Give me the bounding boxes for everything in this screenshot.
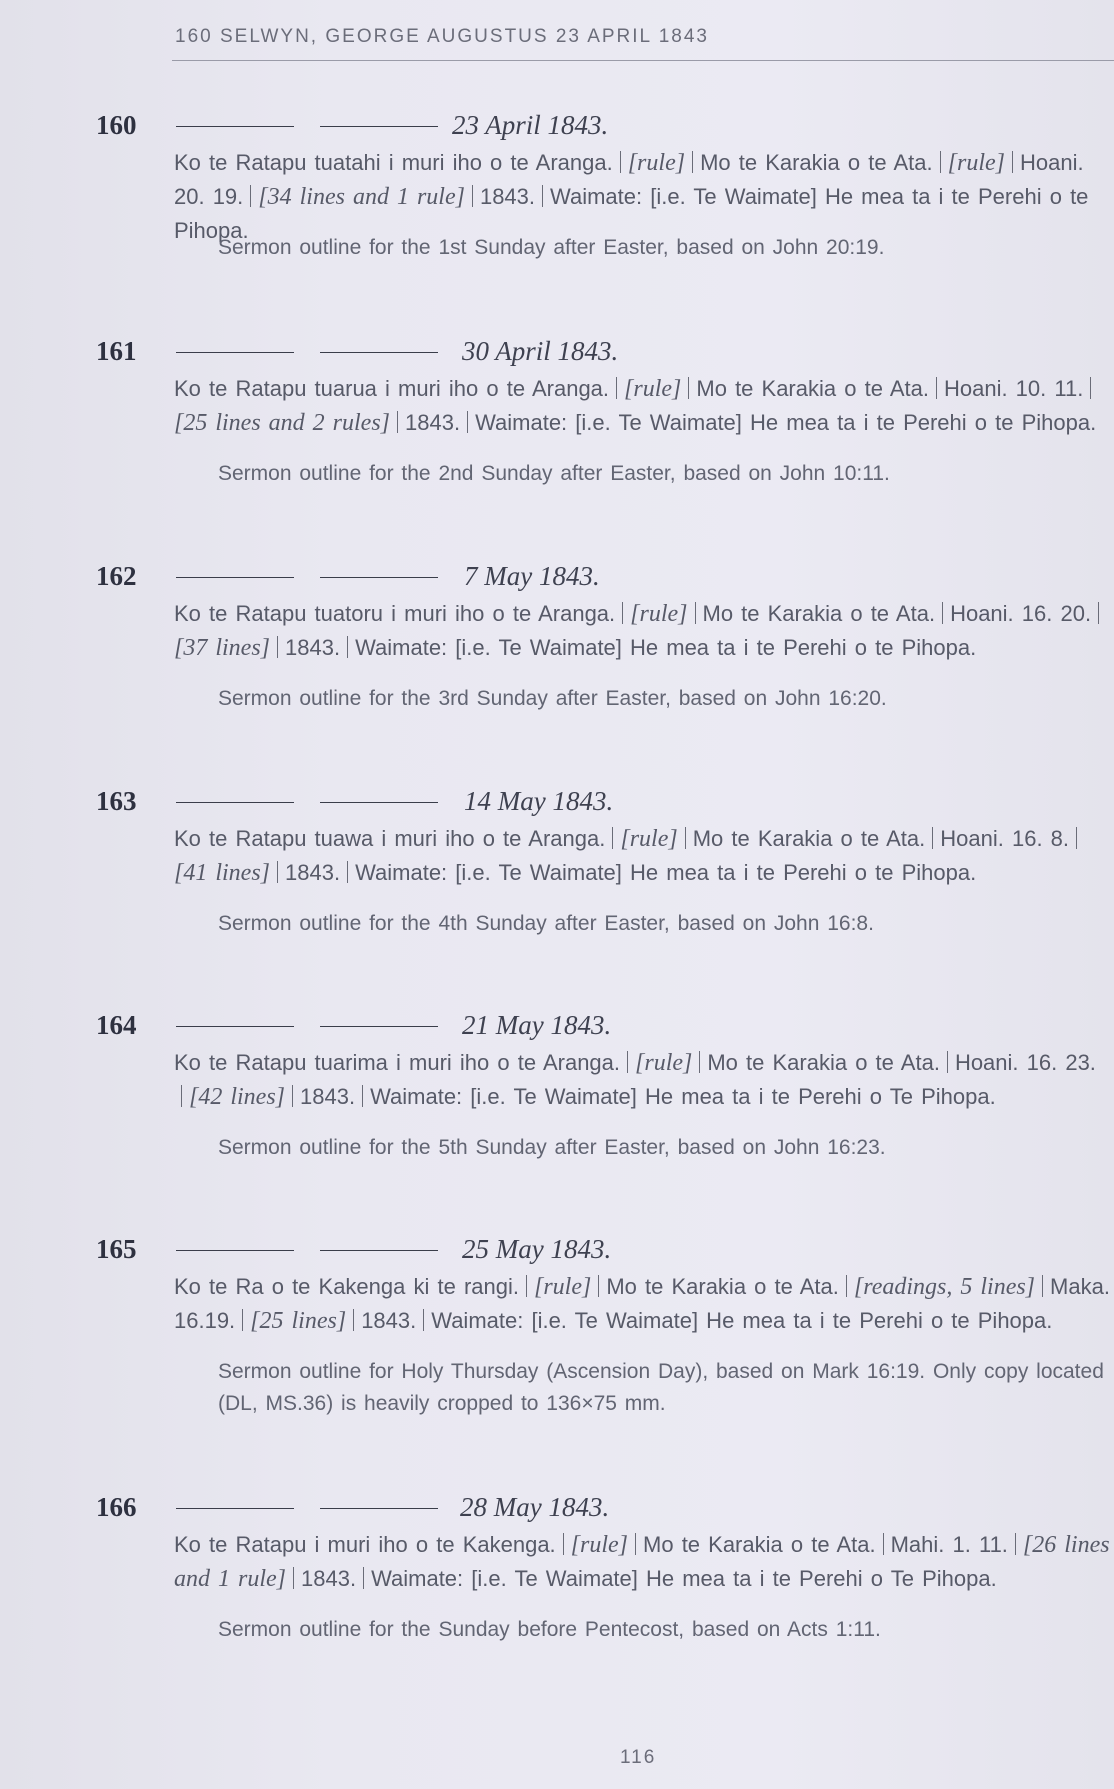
entry-transcription — [174, 372, 1110, 440]
editorial-note: [rule] — [947, 150, 1005, 176]
title-segment: Mo te Karakia o te Ata. — [700, 150, 933, 175]
line-break-mark — [1015, 1533, 1016, 1555]
line-break-mark — [467, 411, 468, 433]
entry-description: Sermon outline for the Sunday before Pentecost, based on Acts 1:11. — [218, 1618, 881, 1641]
year-segment: 1843. — [405, 410, 461, 435]
header-rule — [172, 60, 1114, 61]
scripture-reference: Hoani. 16. 20. — [950, 601, 1092, 626]
editorial-note: [rule] — [624, 376, 682, 402]
editorial-note: [rule] — [635, 1050, 693, 1076]
editorial-note: [rule] — [570, 1532, 629, 1558]
editorial-note: [readings, 5 lines] — [853, 1274, 1036, 1300]
entry-date: 14 May 1843. — [464, 786, 614, 816]
entry-date: 21 May 1843. — [462, 1010, 612, 1040]
entry-description: Sermon outline for the 3rd Sunday after Easter, based on John 16:20. — [218, 687, 887, 710]
entry-date: 25 May 1843. — [462, 1234, 612, 1264]
title-segment: Mo te Karakia o te Ata. — [606, 1274, 839, 1299]
entry-date: 28 May 1843. — [460, 1492, 610, 1522]
line-break-mark — [692, 151, 693, 173]
entry-date: 23 April 1843. — [452, 110, 609, 140]
editorial-note: [25 lines] — [250, 1308, 347, 1334]
line-break-mark — [542, 185, 543, 207]
line-break-mark — [1012, 151, 1013, 173]
entry-description: Sermon outline for the 5th Sunday after Easter, based on John 16:23. — [218, 1136, 886, 1159]
title-segment: Ko te Ratapu tuatoru i muri iho o te Aranga. — [174, 601, 616, 626]
title-segment: Mo te Karakia o te Ata. — [643, 1532, 876, 1557]
line-break-mark — [1098, 602, 1099, 624]
imprint-segment: Waimate: [i.e. Te Waimate] He mea ta i te Perehi o te Pihopa. — [355, 635, 977, 660]
line-break-mark — [293, 1567, 294, 1589]
line-break-mark — [277, 636, 278, 658]
title-segment: Ko te Ratapu tuarima i muri iho o te Aranga. — [174, 1050, 621, 1075]
editorial-note: [34 lines and 1 rule] — [258, 184, 465, 210]
title-dash — [320, 1508, 438, 1509]
title-segment: Mo te Karakia o te Ata. — [696, 376, 929, 401]
title-dash — [320, 577, 438, 578]
entry-number: 162 — [96, 561, 137, 591]
editorial-note: [37 lines] — [174, 635, 271, 661]
line-break-mark — [242, 1309, 243, 1331]
line-break-mark — [347, 636, 348, 658]
year-segment: 1843. — [479, 184, 536, 209]
year-segment: 1843. — [361, 1308, 417, 1333]
entry-number: 164 — [96, 1010, 137, 1040]
line-break-mark — [1076, 827, 1077, 849]
entry-transcription — [174, 822, 1110, 890]
running-head: 160 SELWYN, GEORGE AUGUSTUS 23 APRIL 1843 — [175, 26, 709, 47]
entry-description: Sermon outline for Holy Thursday (Ascension Day), based on Mark 16:19. Only copy located (DL, MS.36) is heavily cropped to 136×75 mm. — [218, 1360, 1104, 1415]
line-break-mark — [1090, 377, 1091, 399]
line-break-mark — [622, 602, 623, 624]
scripture-reference: Hoani. 16. 8. — [940, 826, 1070, 851]
editorial-note: [26 lines and 1 rule] — [174, 1532, 1110, 1592]
scripture-reference: Hoani. 20. 19. — [174, 150, 1084, 209]
line-break-mark — [1042, 1275, 1043, 1297]
author-dash — [176, 1250, 294, 1251]
line-break-mark — [526, 1275, 527, 1297]
imprint-segment: Waimate: [i.e. Te Waimate] He mea ta i te Perehi o te Pihopa. — [475, 410, 1097, 435]
line-break-mark — [695, 602, 696, 624]
author-dash — [176, 577, 294, 578]
editorial-note: [rule] — [620, 826, 678, 852]
line-break-mark — [612, 827, 613, 849]
entry-date: 30 April 1843. — [462, 336, 619, 366]
title-segment: Mo te Karakia o te Ata. — [692, 826, 926, 851]
editorial-note: [rule] — [627, 150, 686, 176]
entry-description: Sermon outline for the 4th Sunday after Easter, based on John 16:8. — [218, 912, 874, 935]
imprint-segment: Waimate: [i.e. Te Waimate] He mea ta i te Perehi o te Pihopa. — [174, 184, 1089, 243]
line-break-mark — [353, 1309, 354, 1331]
editorial-note: [rule] — [533, 1274, 592, 1300]
line-break-mark — [936, 377, 937, 399]
title-dash — [320, 802, 438, 803]
author-dash — [176, 1026, 294, 1027]
author-dash — [176, 802, 294, 803]
page-number: 116 — [620, 1747, 657, 1768]
entry-number: 163 — [96, 786, 137, 816]
title-segment: Ko te Ratapu i muri iho o te Kakenga. — [174, 1532, 556, 1557]
imprint-segment: Waimate: [i.e. Te Waimate] He mea ta i te Perehi o Te Pihopa. — [371, 1566, 997, 1591]
line-break-mark — [620, 151, 621, 173]
line-break-mark — [563, 1533, 564, 1555]
title-dash — [320, 126, 438, 127]
line-break-mark — [627, 1051, 628, 1073]
line-break-mark — [635, 1533, 636, 1555]
title-dash — [320, 352, 438, 353]
line-break-mark — [397, 411, 398, 433]
editorial-note: [41 lines] — [174, 860, 271, 886]
line-break-mark — [883, 1533, 884, 1555]
author-dash — [176, 126, 294, 127]
line-break-mark — [423, 1309, 424, 1331]
scripture-reference: Hoani. 10. 11. — [943, 376, 1084, 401]
entry-number: 161 — [96, 336, 137, 366]
editorial-note: [25 lines and 2 rules] — [174, 410, 391, 436]
entry-description: Sermon outline for the 1st Sunday after Easter, based on John 20:19. — [218, 236, 885, 259]
imprint-segment: Waimate: [i.e. Te Waimate] He mea ta i te Perehi o te Pihopa. — [355, 860, 977, 885]
scripture-reference: Maka. 16.19. — [174, 1274, 1110, 1333]
entry-number: 160 — [96, 110, 137, 140]
editorial-note: [42 lines] — [189, 1084, 286, 1110]
entry-transcription — [174, 597, 1110, 665]
year-segment: 1843. — [285, 635, 341, 660]
author-dash — [176, 1508, 294, 1509]
line-break-mark — [181, 1085, 182, 1107]
title-segment: Ko te Ratapu tuawa i muri iho o te Aranga. — [174, 826, 606, 851]
line-break-mark — [932, 827, 933, 849]
line-break-mark — [292, 1085, 293, 1107]
imprint-segment: Waimate: [i.e. Te Waimate] He mea ta i te Perehi o Te Pihopa. — [370, 1084, 996, 1109]
line-break-mark — [250, 185, 251, 207]
entry-date: 7 May 1843. — [464, 561, 600, 591]
imprint-segment: Waimate: [i.e. Te Waimate] He mea ta i te Perehi o te Pihopa. — [431, 1308, 1053, 1333]
title-dash — [320, 1250, 438, 1251]
line-break-mark — [598, 1275, 599, 1297]
line-break-mark — [942, 602, 943, 624]
line-break-mark — [363, 1567, 364, 1589]
title-segment: Mo te Karakia o te Ata. — [702, 601, 936, 626]
entry-transcription — [174, 1528, 1110, 1596]
line-break-mark — [846, 1275, 847, 1297]
title-segment: Ko te Ratapu tuatahi i muri iho o te Aranga. — [174, 150, 613, 175]
line-break-mark — [616, 377, 617, 399]
title-segment: Ko te Ra o te Kakenga ki te rangi. — [174, 1274, 519, 1299]
year-segment: 1843. — [301, 1566, 357, 1591]
year-segment: 1843. — [285, 860, 341, 885]
line-break-mark — [947, 1051, 948, 1073]
editorial-note: [rule] — [630, 601, 688, 627]
entry-transcription — [174, 1270, 1110, 1338]
line-break-mark — [688, 377, 689, 399]
year-segment: 1843. — [300, 1084, 356, 1109]
entry-number: 166 — [96, 1492, 137, 1522]
title-segment: Mo te Karakia o te Ata. — [707, 1050, 940, 1075]
entry-transcription — [174, 1046, 1110, 1114]
scripture-reference: Hoani. 16. 23. — [954, 1050, 1096, 1075]
entry-number: 165 — [96, 1234, 137, 1264]
line-break-mark — [362, 1085, 363, 1107]
entry-description: Sermon outline for the 2nd Sunday after Easter, based on John 10:11. — [218, 462, 890, 485]
line-break-mark — [685, 827, 686, 849]
line-break-mark — [699, 1051, 700, 1073]
line-break-mark — [940, 151, 941, 173]
line-break-mark — [277, 861, 278, 883]
scripture-reference: Mahi. 1. 11. — [890, 1532, 1008, 1557]
line-break-mark — [347, 861, 348, 883]
title-dash — [320, 1026, 438, 1027]
title-segment: Ko te Ratapu tuarua i muri iho o te Aranga. — [174, 376, 610, 401]
author-dash — [176, 352, 294, 353]
line-break-mark — [472, 185, 473, 207]
